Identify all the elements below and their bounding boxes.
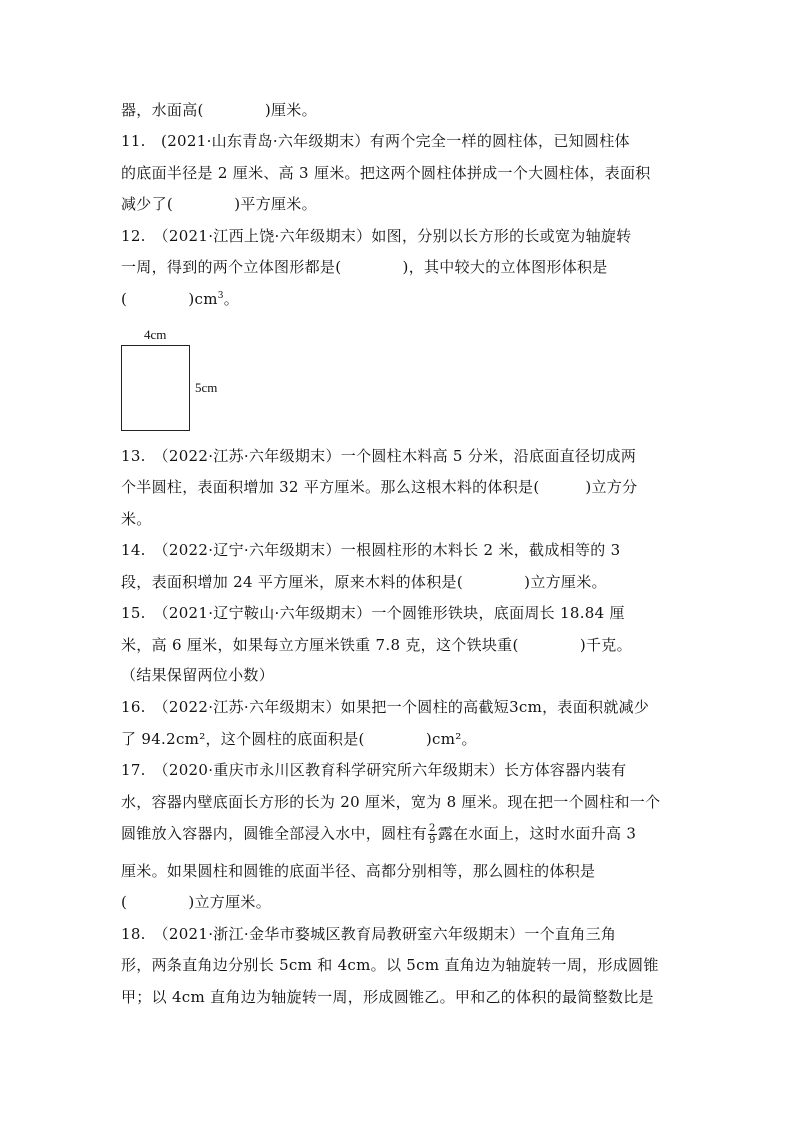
figure-width-label: 4cm xyxy=(144,327,167,342)
text-fragment: 圆锥放入容器内，圆锥全部浸入水中，圆柱有 xyxy=(121,824,428,843)
text-line: （结果保留两位小数） xyxy=(121,666,275,684)
text-line xyxy=(121,823,636,846)
text-line: 段，表面积增加 24 平方厘米，原来木料的体积是( )立方厘米。 xyxy=(121,573,607,591)
question-11-line-1: 11. (2021·山东青岛·六年级期末）有两个完全一样的圆柱体，已知圆柱体 xyxy=(121,132,630,150)
text-line: 形，两条直角边分别长 5cm 和 4cm。以 5cm 直角边为轴旋转一周，形成圆锥 xyxy=(121,956,659,974)
text-line: ( )立方厘米。 xyxy=(121,893,272,911)
text-line: 器，水面高( )厘米。 xyxy=(121,101,317,119)
question-14-line-1: 14. （2022·辽宁·六年级期末）一根圆柱形的木料长 2 米，截成相等的 3 xyxy=(121,541,621,559)
question-13-line-1: 13. （2022·江苏·六年级期末）一个圆柱木料高 5 分米，沿底面直径切成两 xyxy=(121,447,637,465)
question-15-line-1: 15. （2021·辽宁鞍山·六年级期末）一个圆锥形铁块，底面周长 18.84 厘 xyxy=(121,604,625,622)
text-line xyxy=(121,289,239,309)
superscript: 3 xyxy=(217,291,224,301)
text-line: 的底面半径是 2 厘米、高 3 厘米。把这两个圆柱体拼成一个大圆柱体，表面积 xyxy=(121,164,651,182)
fraction-numerator: 2 xyxy=(429,823,436,834)
question-16-line-1: 16. （2022·江苏·六年级期末）如果把一个圆柱的高截短3cm，表面积就减少 xyxy=(121,698,650,716)
text-line: 一周，得到的两个立体图形都是( )，其中较大的立体图形体积是 xyxy=(121,258,608,276)
text-line: 水，容器内壁底面长方形的长为 20 厘米，宽为 8 厘米。现在把一个圆柱和一个 xyxy=(121,793,661,811)
question-12-line-1: 12. （2021·江西上饶·六年级期末）如图，分别以长方形的长或宽为轴旋转 xyxy=(121,227,632,245)
question-17-line-1: 17. （2020·重庆市永川区教育科学研究所六年级期末）长方体容器内装有 xyxy=(121,761,627,779)
fraction xyxy=(428,823,437,846)
text-fragment: 。 xyxy=(223,290,240,308)
figure-height-label: 5cm xyxy=(195,380,218,395)
text-fragment: 露在水面上，这时水面升高 3 xyxy=(437,824,637,843)
text-line: 厘米。如果圆柱和圆锥的底面半径、高都分别相等，那么圆柱的体积是 xyxy=(121,862,596,880)
text-line: 减少了( )平方厘米。 xyxy=(121,195,317,213)
text-line: 米。 xyxy=(121,510,152,528)
text-line: 米，高 6 厘米，如果每立方厘米铁重 7.8 克，这个铁块重( )千克。 xyxy=(121,636,632,654)
text-line: 个半圆柱，表面积增加 32 平方厘米。那么这根木料的体积是( )立方分 xyxy=(121,478,638,496)
text-line: 了 94.2cm²，这个圆柱的底面积是( )cm²。 xyxy=(121,730,477,748)
question-18-line-1: 18. （2021·浙江·金华市婺城区教育局教研室六年级期末）一个直角三角 xyxy=(121,925,617,943)
text-fragment: ( )cm xyxy=(121,290,218,308)
fraction-denominator: 9 xyxy=(429,835,436,846)
text-line: 甲；以 4cm 直角边为轴旋转一周，形成圆锥乙。甲和乙的体积的最简整数比是 xyxy=(121,988,654,1006)
rectangle-figure xyxy=(121,345,190,431)
